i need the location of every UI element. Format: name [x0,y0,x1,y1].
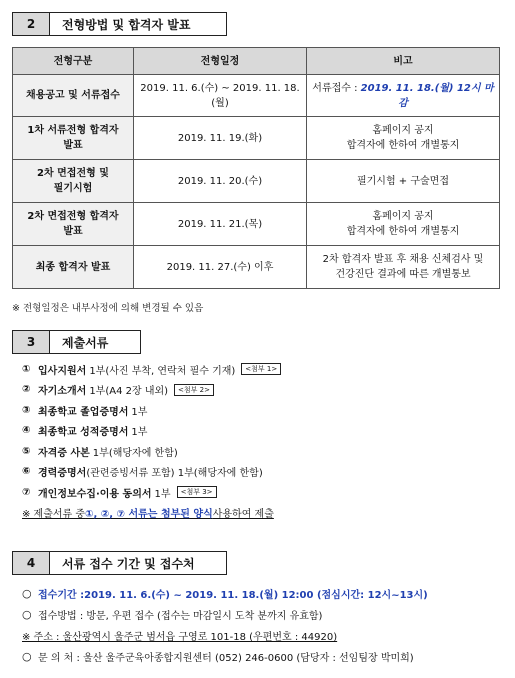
item-desc: 1부 [154,488,171,500]
list-item [22,359,281,380]
bullet-icon: ○ [22,587,32,600]
col-header-remarks: 비고 [307,48,500,75]
attachment-tag: <첨부 1> [241,363,281,375]
attachment-tag: <첨부 2> [174,384,214,396]
list-item [22,421,281,442]
deadline-emphasis: 2019. 11. 18.(월) 12시 마감 [360,82,494,109]
row-date: 2019. 11. 21.(목) [134,203,307,246]
table-row [13,160,500,203]
method-text: 접수방법 : 방문, 우편 접수 (접수는 마감일시 도착 분까지 유효함) [38,611,323,622]
bullet-icon: ○ [22,650,32,663]
row-remark: 홈페이지 공지 합격자에 한하여 개별통지 [307,117,500,160]
item-desc: 1부(A4 2장 내외) [89,386,169,398]
col-header-schedule: 전형일정 [134,48,307,75]
table-row [13,117,500,160]
contact-line [22,646,428,667]
row-remark: 홈페이지 공지 합격자에 한하여 개별통지 [307,203,500,246]
period-label: 접수기간 : [38,590,85,601]
item-marker: ⑥ [22,466,31,478]
schedule-table [12,47,500,289]
item-marker: ④ [22,425,31,437]
period-value: 2019. 11. 6.(수) ~ 2019. 11. 18.(월) 12:00 (점심시간: 12시~13시) [84,590,428,601]
item-desc: 1부(해당자에 한함) [92,447,178,459]
table-row [13,75,500,117]
row-label: 2차 면접전형 합격자 발표 [13,203,134,246]
section-title: 서류 접수 기간 및 접수처 [50,551,227,575]
submission-info [22,583,428,667]
item-name: 최종학교 졸업증명서 [38,406,129,418]
list-item [22,380,281,401]
row-label: 최종 합격자 발표 [13,246,134,289]
list-item [22,482,281,503]
section-3-header [12,330,141,354]
list-item [22,462,281,483]
row-remark: 2차 합격자 발표 후 채용 신체검사 및 건강진단 결과에 따른 개별통보 [307,246,500,289]
item-marker: ⑦ [22,486,31,498]
col-header-type: 전형구분 [13,48,134,75]
item-marker: ③ [22,404,31,416]
schedule-footnote: ※ 전형일정은 내부사정에 의해 변경될 수 있음 [12,303,204,314]
item-marker: ① [22,363,31,375]
row-date: 2019. 11. 6.(수) ~ 2019. 11. 18.(월) [134,75,307,117]
section-title: 제출서류 [50,330,141,354]
item-desc: 1부 [131,427,148,439]
item-name: 자기소개서 [38,386,87,398]
section-number: 2 [12,12,50,36]
section-title: 전형방법 및 합격자 발표 [50,12,227,36]
table-row [13,246,500,289]
section-number: 3 [12,330,50,354]
section-2-header [12,12,227,36]
address-line [22,625,428,646]
row-label: 1차 서류전형 합격자 발표 [13,117,134,160]
list-item [22,441,281,462]
item-desc: 1부(사진 부착, 연락처 필수 기재) [89,365,236,377]
method-line [22,604,428,625]
list-item [22,400,281,421]
documents-note: ※ 제출서류 중 ①, ②, ⑦ 서류는 첨부된 양식 사용하여 제출 [22,503,281,524]
item-desc: 1부 [131,406,148,418]
row-label: 2차 면접전형 및 필기시험 [13,160,134,203]
section-number: 4 [12,551,50,575]
documents-list [22,359,281,523]
row-date: 2019. 11. 19.(화) [134,117,307,160]
address-text: ※ 주소 : 울산광역시 울주군 범서읍 구영로 101-18 (우편번호 : 44920) [22,632,338,643]
row-remark: 서류접수 : 2019. 11. 18.(월) 12시 마감 [307,75,500,117]
period-line [22,583,428,604]
item-desc: (관련증빙서류 포함) 1부(해당자에 한함) [86,468,263,480]
note-emphasis: ①, ②, ⑦ 서류는 첨부된 양식 [85,509,213,521]
contact-text: 문 의 처 : 울산 울주군육아종합지원센터 (052) 246-0600 (담당자 : 선임팀장 박미희) [38,653,414,664]
item-name: 경력증명서 [38,468,87,480]
row-remark: 필기시험 + 구술면접 [307,160,500,203]
attachment-tag: <첨부 3> [177,486,217,498]
section-4-header [12,551,227,575]
row-date: 2019. 11. 27.(수) 이후 [134,246,307,289]
item-marker: ② [22,384,31,396]
item-name: 최종학교 성적증명서 [38,427,129,439]
row-label: 채용공고 및 서류접수 [13,75,134,117]
item-name: 입사지원서 [38,365,87,377]
bullet-icon: ○ [22,608,32,621]
table-row [13,203,500,246]
item-name: 개인정보수집·이용 동의서 [38,488,152,500]
item-marker: ⑤ [22,445,31,457]
row-date: 2019. 11. 20.(수) [134,160,307,203]
item-name: 자격증 사본 [38,447,90,459]
